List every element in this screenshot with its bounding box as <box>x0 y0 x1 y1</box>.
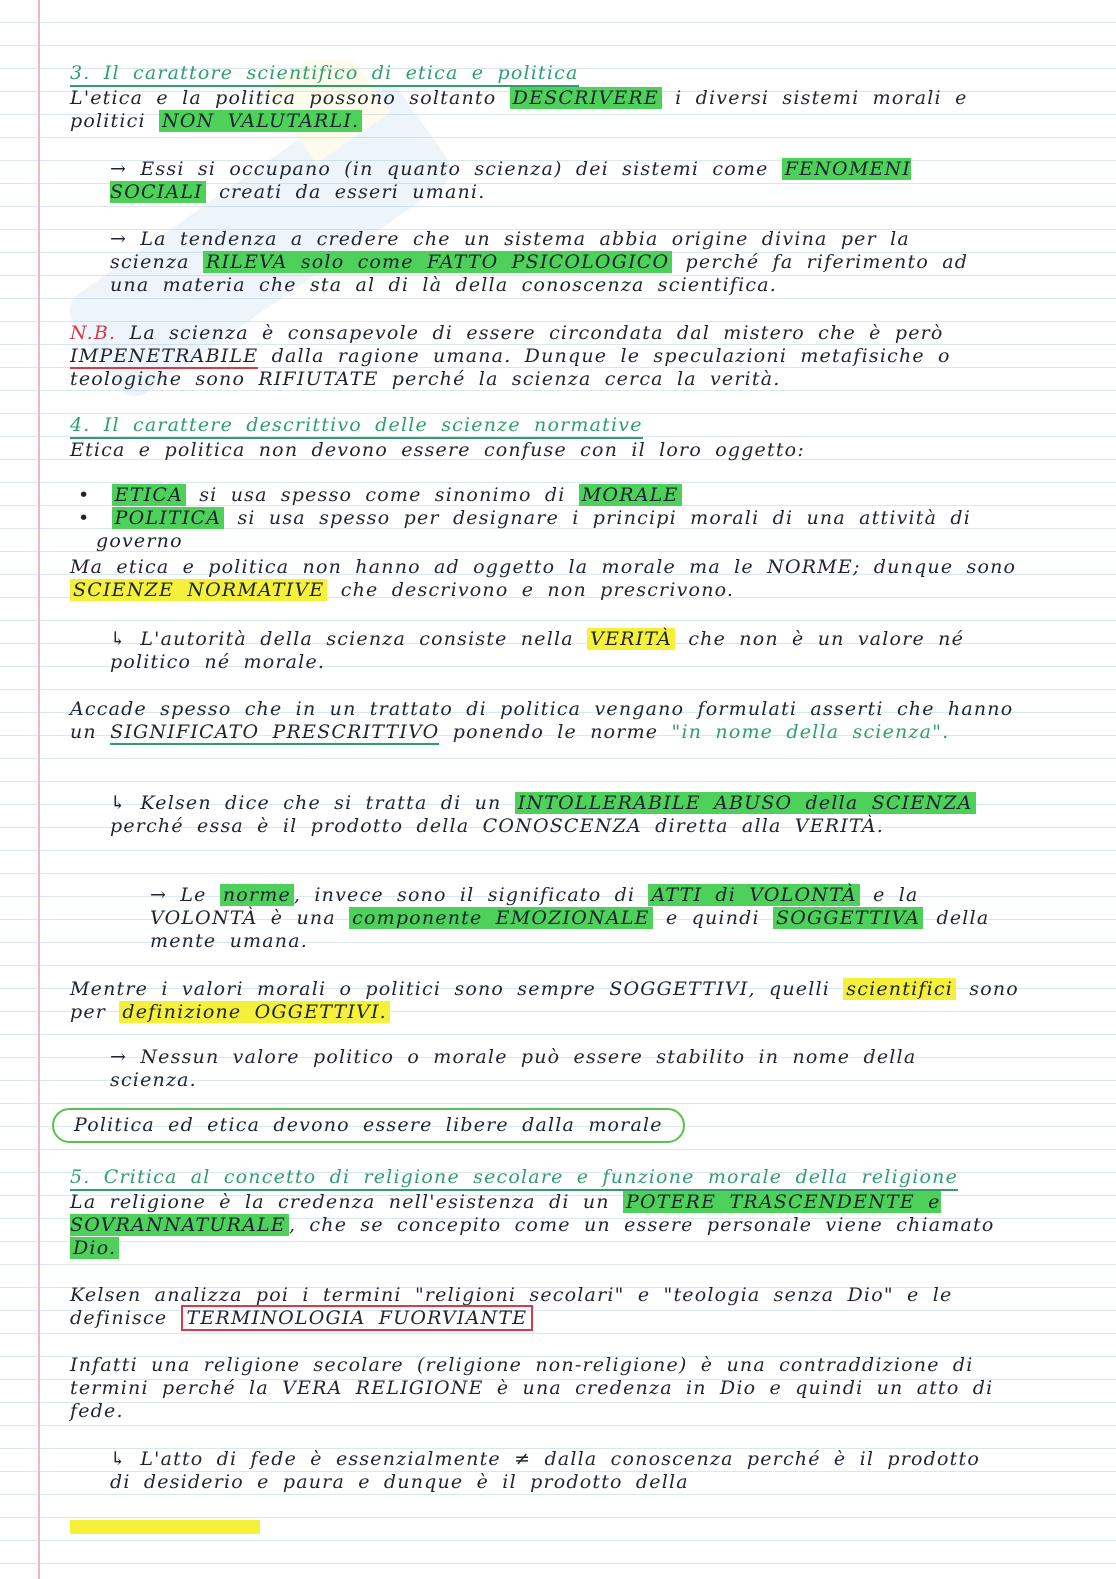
text: L'etica e la politica possono soltanto <box>70 87 497 109</box>
highlight-emotional-component: componente EMOZIONALE <box>349 907 653 929</box>
cut-off-highlight <box>70 1520 260 1534</box>
text: ponendo le norme <box>452 721 659 743</box>
text: sono per <box>70 978 1019 1023</box>
text: creati da esseri umani. <box>219 181 486 203</box>
highlight-not-evaluate: NON VALUTARLI. <box>159 110 362 132</box>
text: della mente umana. <box>150 907 990 952</box>
highlight-normative-sciences: SCIENZE NORMATIVE <box>70 579 327 601</box>
highlight-objective: definizione OGGETTIVI. <box>119 1001 390 1023</box>
text: Mentre i valori morali o politici sono sempre SOGGETTIVI, quelli <box>70 978 831 1000</box>
text: , che se concepito come un essere personale viene chiamato <box>288 1214 995 1236</box>
underlined-impenetrable: IMPENETRABILE <box>70 345 259 367</box>
highlight-describe: DESCRIVERE <box>510 87 662 109</box>
section-4-intro: Etica e politica non devono essere confuse con il loro oggetto: <box>70 439 805 461</box>
text: ↳ Kelsen dice che si tratta di un <box>110 792 502 814</box>
highlight-god: Dio. <box>70 1237 119 1259</box>
secular-religion-paragraph <box>70 1284 1030 1330</box>
text: ↳ L'autorità della scienza consiste nella <box>110 628 574 650</box>
section-4 <box>70 414 1030 462</box>
highlight-transcendent-power: POTERE TRASCENDENTE e SOVRANNATURALE <box>70 1191 941 1236</box>
arrow-note-abuse <box>70 792 990 838</box>
nb-note <box>70 322 1030 391</box>
section-4-title: 4. Il carattere descrittivo delle scienze normative <box>70 414 643 439</box>
text: che descrivono e non prescrivono. <box>340 579 735 601</box>
text: perché essa è il prodotto della CONOSCENZA diretta alla VERITÀ. <box>110 815 884 837</box>
highlight-etica: ETICA <box>112 484 186 506</box>
text: Ma etica e politica non hanno ad oggetto la morale ma le NORME; dunque sono <box>70 556 1017 578</box>
text: Kelsen analizza poi i termini "religioni secolari" e "teologia senza Dio" e le definisce <box>70 1284 953 1329</box>
arrow-note-truth <box>70 628 990 674</box>
text: → Essi si occupano (in quanto scienza) dei sistemi come <box>110 158 769 180</box>
text: i diversi sistemi morali e politici <box>70 87 968 132</box>
boxed-statement: Politica ed etica devono essere libere dalla morale <box>52 1108 685 1143</box>
highlight-scientific: scientifici <box>843 978 956 1000</box>
highlight-acts-of-will: ATTI di VOLONTÀ <box>648 884 859 906</box>
arrow-note-divine-origin <box>70 228 990 297</box>
text: La religione è la credenza nell'esistenza di un <box>70 1191 610 1213</box>
arrow-note-act-of-faith <box>70 1448 990 1494</box>
highlight-subjective: SOGGETTIVA <box>773 907 923 929</box>
text: La scienza è consapevole di essere circondata dal mistero che è però <box>129 322 944 344</box>
text: perché fa riferimento ad una materia che sta al di là della conoscenza scientifica. <box>110 251 969 296</box>
religion-definition <box>70 1191 1030 1260</box>
arrow-note-social-phenomena <box>70 158 990 204</box>
underlined-prescriptive-meaning: SIGNIFICATO PRESCRITTIVO <box>110 721 440 743</box>
text: → La tendenza a credere che un sistema abbia origine divina per la scienza <box>110 228 910 273</box>
contradiction-paragraph <box>70 1354 1030 1423</box>
list-item <box>96 484 1030 507</box>
text: → Nessun valore politico o morale può essere stabilito in nome della scienza. <box>110 1046 917 1091</box>
text: dalla ragione umana. Dunque le speculazioni metafisiche o teologiche sono RIFIUTATE perché la scienza cerca la verità. <box>70 345 951 390</box>
text: Infatti una religione secolare (religione non-religione) è una contraddizione di termini perché la VERA RELIGIONE è una credenza in Dio e quindi un atto di fede. <box>70 1354 994 1422</box>
boxed-misleading-terminology: TERMINOLOGIA FUORVIANTE <box>181 1305 534 1331</box>
highlight-politica: POLITICA <box>112 507 225 529</box>
section-3-paragraph <box>70 87 1030 133</box>
section-3 <box>70 62 1030 133</box>
highlight-social-phenomena: FENOMENI SOCIALI <box>110 158 912 203</box>
quote-in-name-of-science: "in nome della scienza". <box>671 721 950 743</box>
text: si usa spesso come sinonimo di <box>199 484 566 506</box>
text: , invece sono il significato di <box>293 884 636 906</box>
text: e quindi <box>665 907 760 929</box>
highlight-intolerable-abuse: INTOLLERABILE ABUSO della SCIENZA <box>515 792 976 814</box>
text: Accade spesso che in un trattato di politica vengano formulati asserti che hanno un <box>70 698 1014 743</box>
text: che non è un valore né politico né morale. <box>110 628 965 673</box>
section-3-title: 3. Il carattore scientifico di etica e politica <box>70 62 579 87</box>
prescriptive-paragraph <box>70 698 1030 744</box>
highlight-morale: MORALE <box>579 484 682 506</box>
normative-sciences-paragraph <box>70 556 1030 602</box>
section-5 <box>70 1166 1030 1260</box>
definitions-list <box>70 484 1030 553</box>
section-5-title: 5. Critica al concetto di religione secolare e funzione morale della religione <box>70 1166 958 1191</box>
arrow-note-no-value <box>70 1046 990 1092</box>
nb-label: N.B. <box>70 322 117 344</box>
highlight-psychological-fact: RILEVA solo come FATTO PSICOLOGICO <box>203 251 672 273</box>
highlight-norme: norme <box>220 884 294 906</box>
list-item <box>96 507 1030 553</box>
values-paragraph <box>70 978 1030 1024</box>
boxed-conclusion <box>52 1108 1012 1143</box>
text: → Le <box>150 884 207 906</box>
text: ↳ L'atto di fede è essenzialmente ≠ dalla conoscenza perché è il prodotto di desiderio e paura e dunque è il prodotto della <box>110 1448 980 1493</box>
arrow-note-norms <box>70 884 990 953</box>
text: e la VOLONTÀ è una <box>150 884 919 929</box>
text: si usa spesso per designare i principi morali di una attività di governo <box>96 507 972 552</box>
cut-off-text-line <box>70 1520 970 1534</box>
highlight-truth: VERITÀ <box>587 628 675 650</box>
